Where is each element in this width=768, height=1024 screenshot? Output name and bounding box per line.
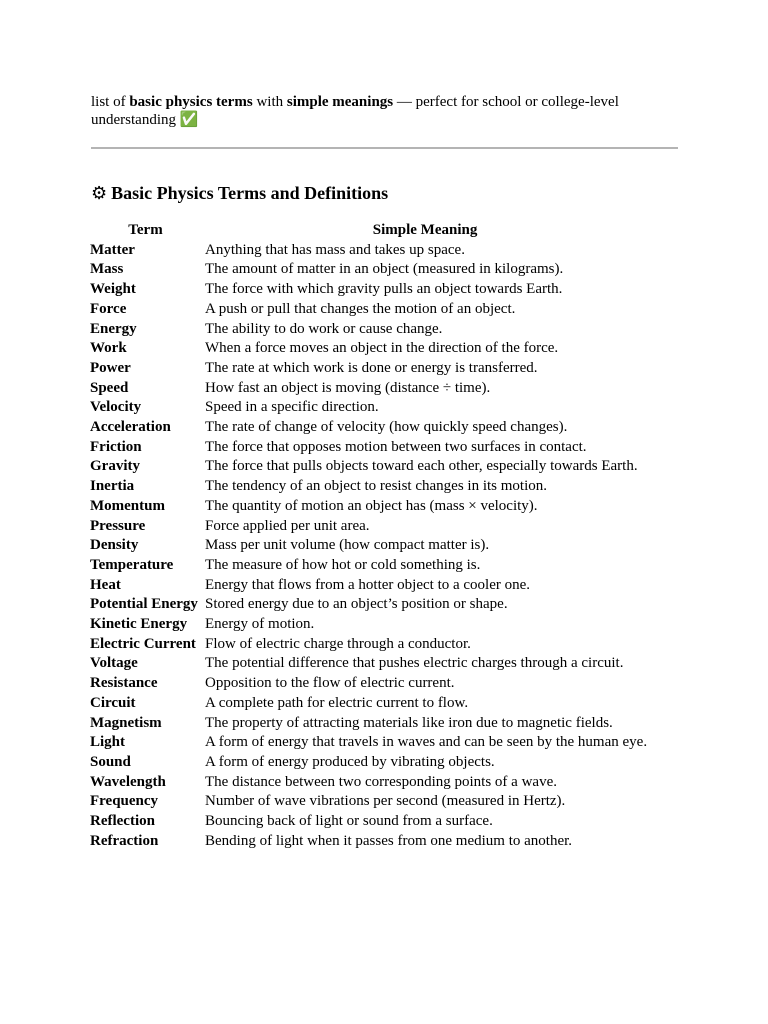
table-row xyxy=(89,595,648,615)
term-cell: Acceleration xyxy=(90,419,171,436)
meaning-cell: The measure of how hot or cold something is. xyxy=(205,556,481,573)
table-row xyxy=(89,536,648,556)
meaning-cell: Bending of light when it passes from one medium to another. xyxy=(205,832,573,849)
meaning-cell: Energy that flows from a hotter object to a cooler one. xyxy=(205,576,531,593)
section-heading-title: Basic Physics Terms and Definitions xyxy=(111,183,389,203)
table-row xyxy=(89,654,648,674)
intro-middle: with xyxy=(252,94,287,110)
term-cell: Friction xyxy=(90,438,142,455)
term-cell: Density xyxy=(90,537,139,554)
header-meaning: Simple Meaning xyxy=(372,222,478,238)
table-row xyxy=(89,714,648,734)
table-row xyxy=(89,733,648,753)
meaning-cell: When a force moves an object in the direction of the force. xyxy=(205,340,559,357)
table-row xyxy=(89,694,648,714)
intro-paragraph xyxy=(91,93,681,129)
table-row xyxy=(89,379,648,399)
term-cell: Sound xyxy=(90,753,131,770)
meaning-cell: The quantity of motion an object has (mass × velocity). xyxy=(205,497,538,514)
section-heading xyxy=(91,182,388,204)
table-row xyxy=(89,457,648,477)
term-cell: Gravity xyxy=(90,458,140,475)
meaning-cell: The property of attracting materials like iron due to magnetic fields. xyxy=(205,714,613,731)
table-row xyxy=(89,241,648,261)
term-cell: Mass xyxy=(90,261,124,278)
term-cell: Wavelength xyxy=(90,773,166,790)
term-cell: Weight xyxy=(90,281,136,298)
meaning-cell: Anything that has mass and takes up space. xyxy=(205,241,465,258)
meaning-cell: The force that opposes motion between two surfaces in contact. xyxy=(205,438,587,455)
term-cell: Kinetic Energy xyxy=(90,616,188,633)
table-row xyxy=(89,517,648,537)
table-row xyxy=(89,280,648,300)
meaning-cell: Mass per unit volume (how compact matter is). xyxy=(205,537,490,554)
meaning-cell: Speed in a specific direction. xyxy=(205,399,379,416)
table-row xyxy=(89,674,648,694)
term-cell: Temperature xyxy=(90,556,174,573)
table-row xyxy=(89,438,648,458)
table-row xyxy=(89,300,648,320)
term-cell: Momentum xyxy=(90,497,165,514)
meaning-cell: A form of energy that travels in waves and can be seen by the human eye. xyxy=(205,734,648,751)
term-cell: Matter xyxy=(90,241,135,258)
horizontal-divider xyxy=(91,147,678,149)
table-row xyxy=(89,497,648,517)
table-row xyxy=(89,359,648,379)
term-cell: Light xyxy=(90,734,126,751)
table-row xyxy=(89,635,648,655)
meaning-cell: Stored energy due to an object’s position or shape. xyxy=(205,596,508,613)
intro-prefix: list of xyxy=(91,94,130,110)
term-cell: Magnetism xyxy=(90,714,162,731)
term-cell: Electric Current xyxy=(90,635,196,652)
table-row xyxy=(89,320,648,340)
term-cell: Pressure xyxy=(90,517,146,534)
term-cell: Refraction xyxy=(90,832,159,849)
term-cell: Power xyxy=(90,359,131,376)
term-cell: Force xyxy=(90,300,127,317)
term-cell: Energy xyxy=(90,320,137,337)
meaning-cell: Energy of motion. xyxy=(205,616,315,633)
header-term: Term xyxy=(128,222,163,238)
gear-icon: ⚙ xyxy=(91,183,108,203)
meaning-cell: The rate of change of velocity (how quickly speed changes). xyxy=(205,419,568,436)
terms-table-body xyxy=(89,241,648,852)
meaning-cell: The tendency of an object to resist changes in its motion. xyxy=(205,478,547,495)
table-row xyxy=(89,576,648,596)
check-emoji-icon: ✅ xyxy=(179,112,199,128)
meaning-cell: A complete path for electric current to flow. xyxy=(205,694,469,711)
table-row xyxy=(89,398,648,418)
table-row xyxy=(89,615,648,635)
meaning-cell: Bouncing back of light or sound from a surface. xyxy=(205,813,493,830)
table-row xyxy=(89,773,648,793)
meaning-cell: Flow of electric charge through a conductor. xyxy=(205,635,471,652)
term-cell: Potential Energy xyxy=(90,596,198,613)
intro-suffix: — perfect for school or college-level understanding xyxy=(91,94,619,128)
meaning-cell: How fast an object is moving (distance ÷ time). xyxy=(205,379,491,396)
meaning-cell: A form of energy produced by vibrating objects. xyxy=(205,753,495,770)
term-cell: Voltage xyxy=(90,655,138,672)
intro-bold-terms: basic physics terms xyxy=(129,94,253,110)
table-row xyxy=(89,339,648,359)
table-row xyxy=(89,832,648,852)
table-row xyxy=(89,753,648,773)
meaning-cell: The amount of matter in an object (measured in kilograms). xyxy=(205,261,564,278)
intro-bold-meanings: simple meanings xyxy=(286,94,394,110)
term-cell: Resistance xyxy=(90,675,158,692)
meaning-cell: The force with which gravity pulls an object towards Earth. xyxy=(205,281,563,298)
terms-table xyxy=(89,221,648,852)
meaning-cell: The force that pulls objects toward each other, especially towards Earth. xyxy=(205,458,638,475)
term-cell: Work xyxy=(90,340,127,357)
meaning-cell: Force applied per unit area. xyxy=(205,517,370,534)
table-row xyxy=(89,477,648,497)
table-row xyxy=(89,556,648,576)
table-row xyxy=(89,792,648,812)
term-cell: Velocity xyxy=(90,399,142,416)
term-cell: Heat xyxy=(90,576,121,593)
table-header-row xyxy=(89,221,648,241)
meaning-cell: Number of wave vibrations per second (measured in Hertz). xyxy=(205,793,566,810)
term-cell: Inertia xyxy=(90,478,135,495)
table-row xyxy=(89,260,648,280)
meaning-cell: The distance between two corresponding points of a wave. xyxy=(205,773,557,790)
meaning-cell: Opposition to the flow of electric current. xyxy=(205,675,455,692)
table-row xyxy=(89,812,648,832)
term-cell: Reflection xyxy=(90,813,155,830)
table-row xyxy=(89,418,648,438)
term-cell: Frequency xyxy=(90,793,159,810)
meaning-cell: The rate at which work is done or energy is transferred. xyxy=(205,359,538,376)
meaning-cell: The ability to do work or cause change. xyxy=(205,320,443,337)
term-cell: Speed xyxy=(90,379,129,396)
meaning-cell: A push or pull that changes the motion of an object. xyxy=(205,300,516,317)
meaning-cell: The potential difference that pushes electric charges through a circuit. xyxy=(205,655,624,672)
term-cell: Circuit xyxy=(90,694,136,711)
